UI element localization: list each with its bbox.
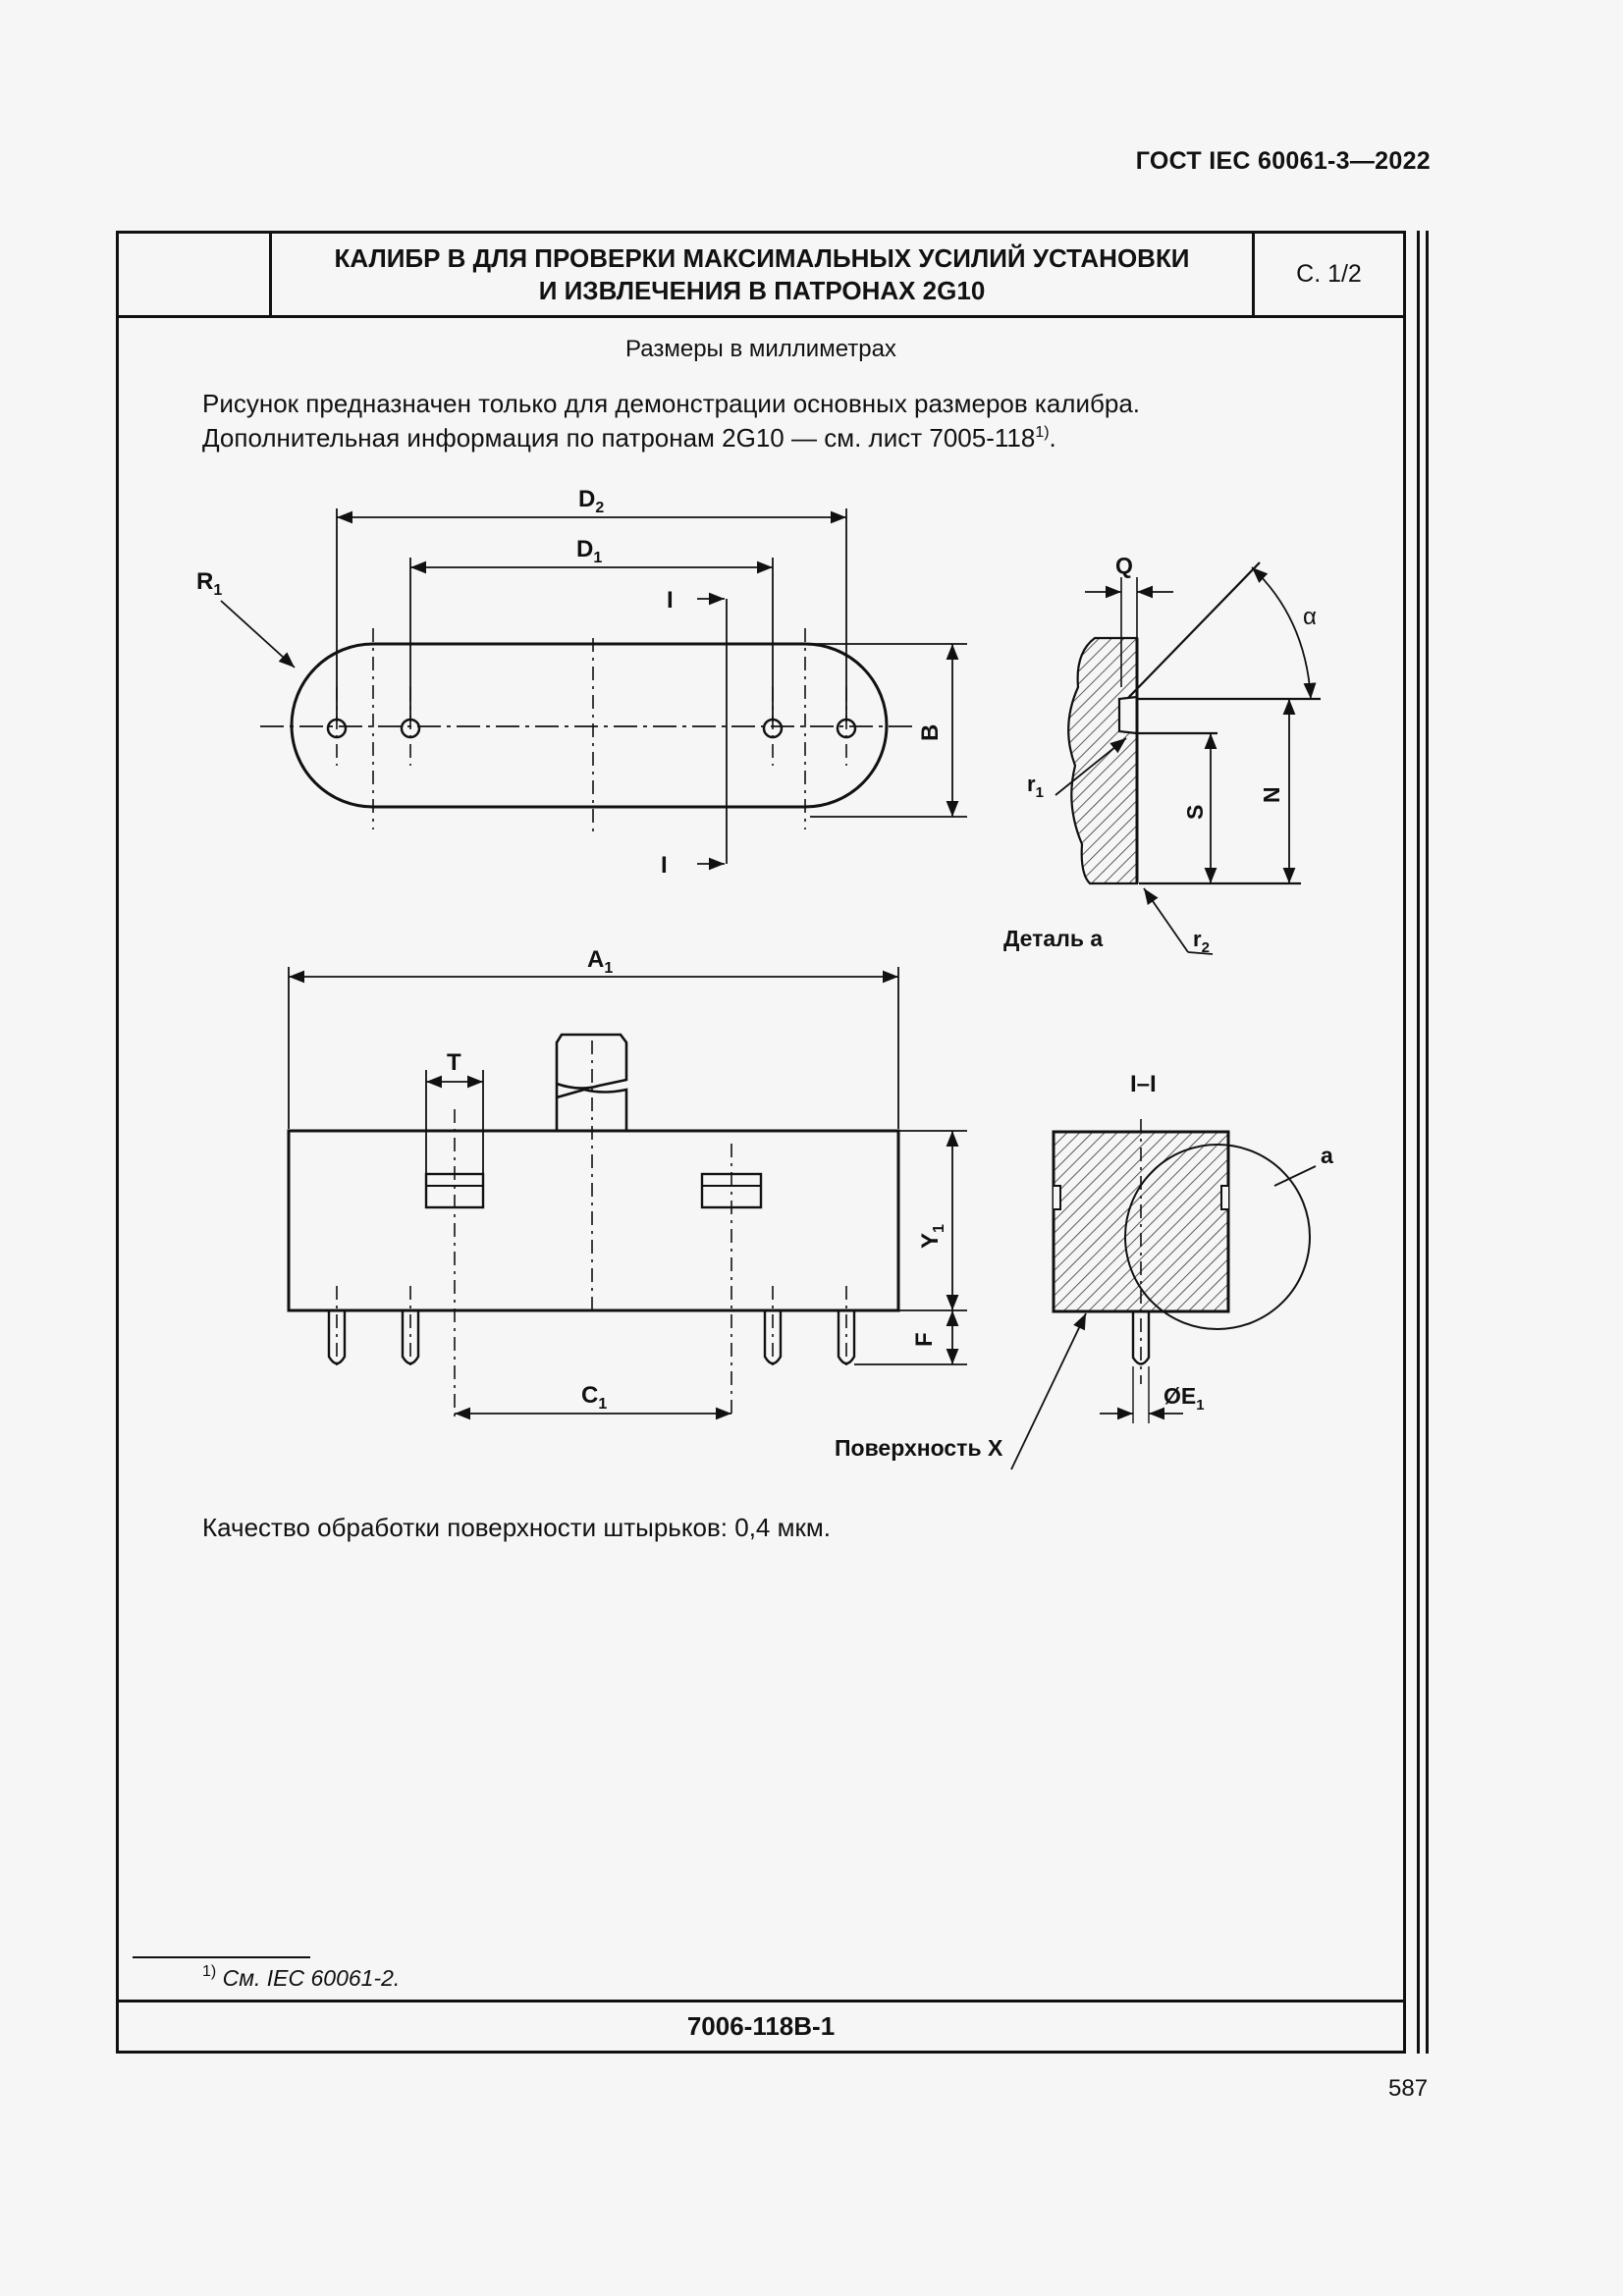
purpose-note-line-1: Рисунок предназначен только для демонстрации основных размеров калибра. bbox=[202, 389, 1141, 418]
label-n: N bbox=[1259, 786, 1284, 803]
gauge-body-front bbox=[289, 1131, 898, 1310]
label-e1: $ØE_1$ bbox=[1163, 1383, 1205, 1414]
standard-number: ГОСТ IEC 60061-3—2022 bbox=[1135, 147, 1431, 175]
label-a1: $A_1$ bbox=[587, 946, 614, 977]
section-i-i bbox=[1011, 1119, 1316, 1469]
drawing-code: 7006-118B-1 bbox=[119, 2000, 1403, 2051]
label-d1: $D_1$ bbox=[576, 536, 603, 566]
label-b: B bbox=[917, 723, 944, 741]
purpose-note-line-2-text: Дополнительная информация по патронам 2G10 — см. лист 7005-118 bbox=[202, 423, 1036, 453]
label-alpha: α bbox=[1303, 604, 1317, 630]
label-f: F bbox=[911, 1332, 938, 1347]
section-mark-bottom: I bbox=[661, 852, 668, 879]
label-y1: $Y_1$ bbox=[917, 1224, 947, 1249]
label-c1: $C_1$ bbox=[581, 1382, 608, 1413]
footnote-reference: 1) bbox=[1035, 424, 1050, 441]
label-t: T bbox=[447, 1049, 461, 1076]
label-r2: $r_2$ bbox=[1193, 927, 1210, 956]
footnote-text: См. IEC 60061-2. bbox=[222, 1965, 401, 1991]
surface-quality-note: Качество обработки поверхности штырьков: 0,4 мкм. bbox=[202, 1513, 831, 1542]
gauge-outline-top bbox=[292, 644, 887, 807]
label-a: a bbox=[1321, 1143, 1333, 1168]
sheet-title-line-1: КАЛИБР В ДЛЯ ПРОВЕРКИ МАКСИМАЛЬНЫХ УСИЛИЙ УСТАНОВКИ bbox=[334, 242, 1190, 273]
detail-a bbox=[1055, 562, 1321, 954]
label-r1-detail: $r_1$ bbox=[1027, 772, 1044, 801]
detail-a-labels bbox=[1003, 553, 1317, 956]
pins-front bbox=[329, 1310, 854, 1363]
label-s: S bbox=[1182, 804, 1208, 820]
label-d2: $D_2$ bbox=[578, 486, 605, 516]
section-mark-top: I bbox=[667, 587, 674, 614]
sheet-index: С. 1/2 bbox=[1296, 260, 1362, 288]
label-r1: $R_1$ bbox=[196, 568, 223, 599]
label-q: Q bbox=[1115, 553, 1133, 578]
footnote-marker: 1) bbox=[202, 1963, 217, 1980]
label-surface-x: Поверхность X bbox=[835, 1435, 1003, 1461]
units-note: Размеры в миллиметрах bbox=[625, 336, 896, 362]
detail-a-caption: Деталь a bbox=[1003, 926, 1104, 951]
section-title: I–I bbox=[1130, 1071, 1157, 1097]
top-view-labels bbox=[196, 486, 944, 879]
page-number: 587 bbox=[1388, 2075, 1429, 2102]
front-view-labels bbox=[447, 946, 947, 1413]
purpose-note-line-2-end: . bbox=[1049, 423, 1056, 453]
sheet-title-line-2: И ИЗВЛЕЧЕНИЯ В ПАТРОНАХ 2G10 bbox=[538, 275, 986, 305]
detail-section-profile bbox=[1068, 638, 1137, 883]
front-view bbox=[289, 967, 967, 1418]
